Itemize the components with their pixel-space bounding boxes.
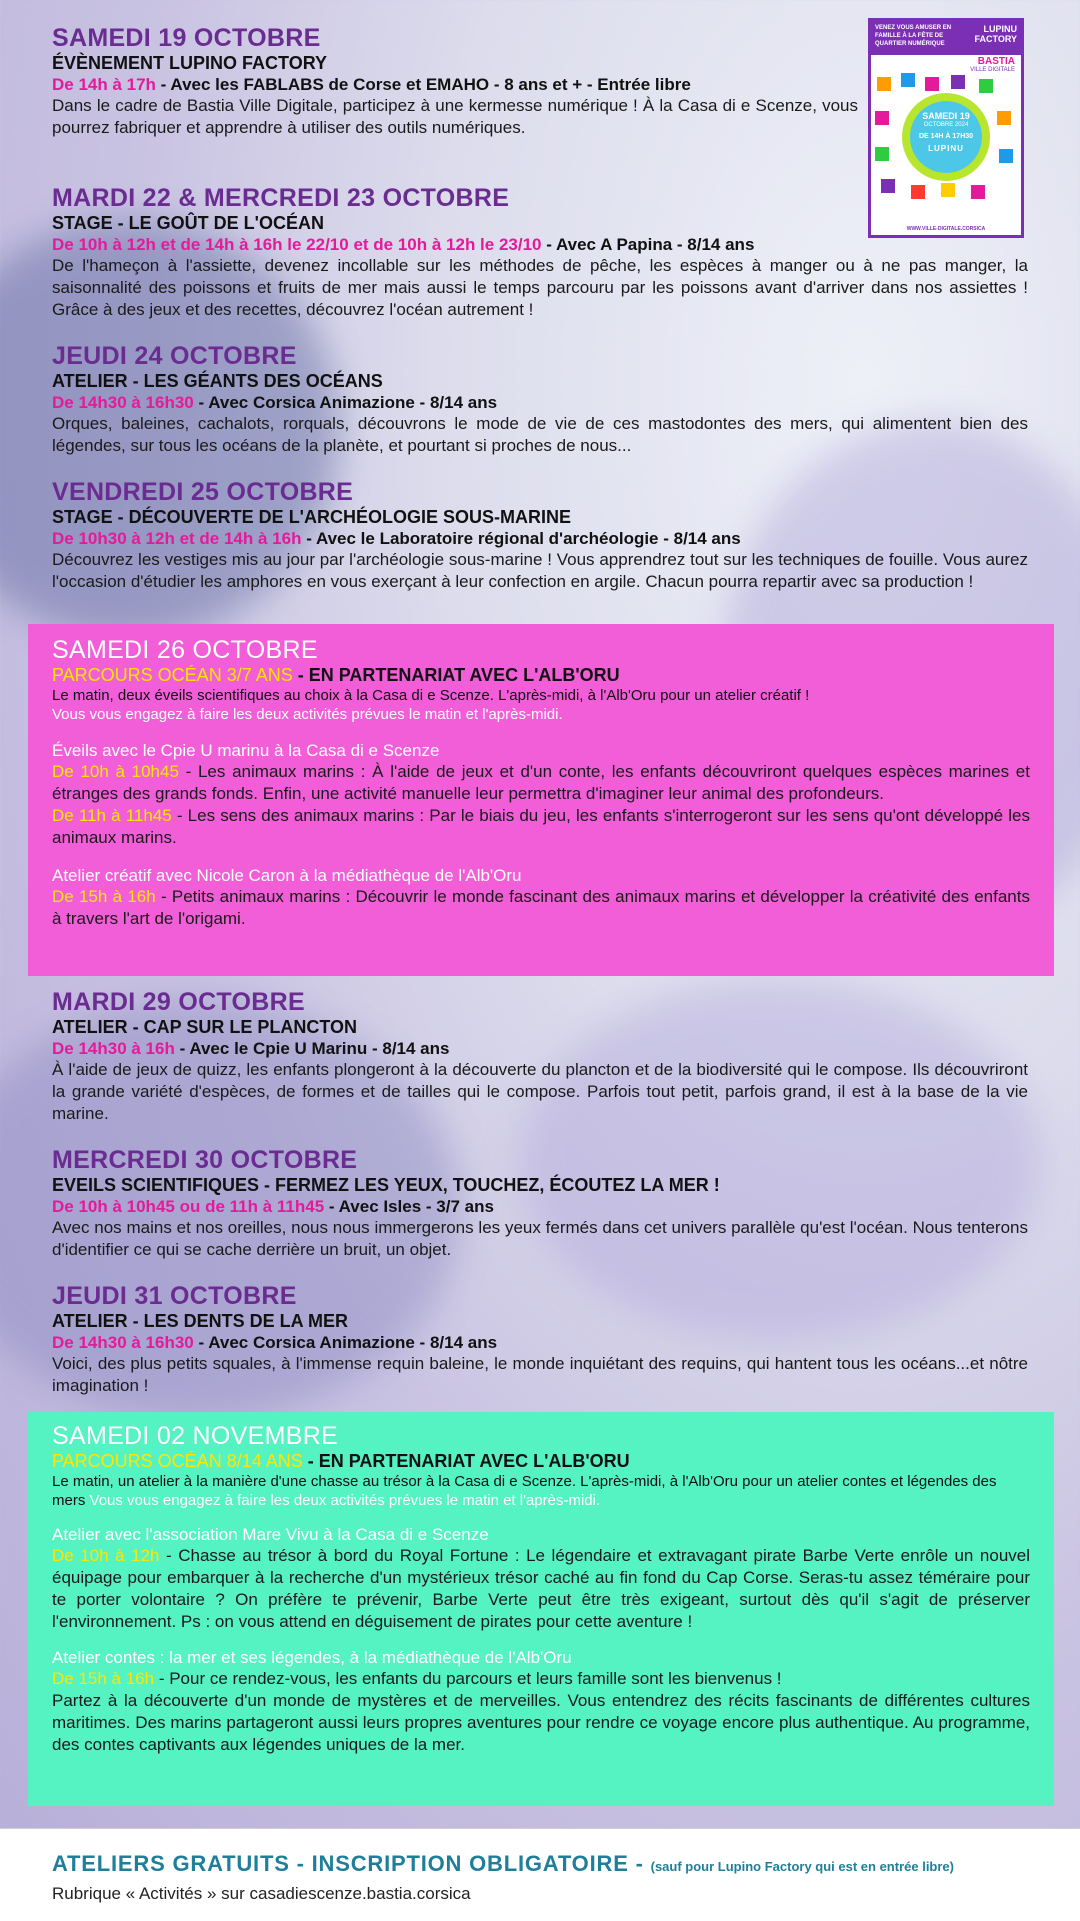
event-info: - Avec Isles - 3/7 ans (324, 1197, 494, 1216)
event-date: JEUDI 31 OCTOBRE (52, 1282, 297, 1310)
activity-text: - Chasse au trésor à bord du Royal Fortune : Le légendaire et extravagant pirate Barbe Verte enrôle un nouvel équipage pour embarquer à la recherche d'un mystérieux trésor caché au fin fond du Cap Corse. Seras-tu assez téméraire pour te porter volontaire ? On préfère te prévenir, Barbe Verte peut être très exigeant, surtout dès qu'il s'agit de préserver l'environnement. Ps : on vous attend en déguisement de pirates pour cette aventure ! (52, 1546, 1030, 1631)
poster-city-sub: VILLE DIGITALE (970, 67, 1015, 73)
activity-time: De 15h à 16h (52, 1669, 155, 1688)
poster-tile (925, 77, 939, 91)
activity (52, 805, 1030, 849)
box-intro-text: Le matin, un atelier à la manière d'une chasse au trésor à la Casa di e Scenze. L'après-midi, à l'Alb'Oru pour un atelier contes et légendes des mers (52, 1473, 997, 1509)
event-title: ATELIER - LES GÉANTS DES OCÉANS (52, 371, 383, 391)
activity-text: - Les animaux marins : À l'aide de jeux et d'un conte, les enfants découvriront quelques espèces marines et étranges des grands fonds. Enfin, une activité manuelle leur permettra d'imaginer leur animal des profondeurs. (52, 762, 1030, 803)
event-time: De 10h à 12h et de 14h à 16h le 22/10 et de 10h à 12h le 23/10 (52, 235, 542, 254)
event-info: - Avec Corsica Animazione - 8/14 ans (193, 393, 498, 412)
poster-url: WWW.VILLE-DIGITALE.CORSICA (906, 226, 986, 232)
footer-note: (sauf pour Lupino Factory qui est en entrée libre) (650, 1859, 954, 1874)
event-date: SAMEDI 19 OCTOBRE (52, 24, 321, 52)
event-title: ATELIER - CAP SUR LE PLANCTON (52, 1017, 358, 1037)
event-time: De 14h à 17h (52, 75, 156, 94)
poster-brand: LUPINU FACTORY (974, 24, 1017, 44)
partner-label: - EN PARTENARIAT AVEC L'ALB'ORU (292, 665, 620, 685)
footer-main-text: ATELIERS GRATUITS - INSCRIPTION OBLIGATOIRE - (52, 1851, 651, 1876)
event-meta (52, 392, 1028, 413)
event-title (52, 664, 1030, 686)
poster-date: SAMEDI 19 (922, 111, 970, 121)
highlight-box-nov02 (28, 1412, 1054, 1806)
activity-time: De 11h à 11h45 (52, 806, 172, 825)
activity-text: - Les sens des animaux marins : Par le biais du jeu, les enfants s'interrogeront sur les sens qu'ont développé les animaux marins. (52, 806, 1030, 847)
box-subheading: Atelier contes : la mer et ses légendes, à la médiathèque de l'Alb'Oru (52, 1648, 572, 1667)
box-intro: Le matin, deux éveils scientifiques au choix à la Casa di e Scenze. L'après-midi, à l'Alb'Oru pour un atelier créatif ! (52, 687, 810, 704)
event-date: MERCREDI 30 OCTOBRE (52, 1146, 358, 1174)
event-section (52, 1146, 1028, 1261)
event-description: De l'hameçon à l'assiette, devenez incollable sur les méthodes de pêche, les espèces à manger ou à ne pas manger, la saisonnalité des poissons et fruits de mer mais aussi le temps parcouru par les poissons avant d'arriver dans nos assiettes ! Grâce à des jeux et des recettes, découvrez l'océan autrement ! (52, 256, 1028, 319)
box-subheading: Éveils avec le Cpie U marinu à la Casa di e Scenze (52, 741, 440, 760)
footer (0, 1828, 1080, 1921)
event-description: Voici, des plus petits squales, à l'immense requin baleine, le monde inquiétant des requins, qui hantent tous les océans...et nôtre imagination ! (52, 1354, 1028, 1395)
event-description: Orques, baleines, cachalots, rorquals, découvrons le mode de vie de ces mastodontes des mers, qui alimentent bien des légendes, sur tous les océans de la planète, et pourtant si proches de nous... (52, 414, 1028, 455)
highlight-box-oct26 (28, 624, 1054, 976)
event-time: De 10h30 à 12h et de 14h à 16h (52, 529, 302, 548)
poster-city: BASTIA (977, 56, 1015, 67)
footer-headline (52, 1851, 954, 1877)
event-info: - Avec le Laboratoire régional d'archéologie - 8/14 ans (301, 529, 741, 548)
poster-hours: DE 14H À 17H30 (918, 133, 974, 140)
event-date: MARDI 29 OCTOBRE (52, 988, 305, 1016)
event-meta (52, 234, 1028, 255)
poster-name: LUPINU (928, 144, 964, 153)
activity (52, 1668, 1030, 1690)
event-date: JEUDI 24 OCTOBRE (52, 342, 297, 370)
event-meta (52, 74, 858, 95)
activity (52, 761, 1030, 805)
event-title: EVEILS SCIENTIFIQUES - FERMEZ LES YEUX, TOUCHEZ, ÉCOUTEZ LA MER ! (52, 1175, 720, 1195)
parcours-label: PARCOURS OCÉAN 8/14 ANS (52, 1451, 303, 1471)
event-section (52, 478, 1028, 593)
event-meta (52, 1332, 1028, 1353)
event-title: ÉVÈNEMENT LUPINO FACTORY (52, 53, 328, 73)
poster-tile (951, 75, 965, 89)
event-description: Dans le cadre de Bastia Ville Digitale, participez à une kermesse numérique ! À la Casa di e Scenze, vous pourrez fabriquer et apprendre à utiliser des outils numériques. (52, 96, 858, 137)
event-info: - Avec le Cpie U Marinu - 8/14 ans (174, 1039, 450, 1058)
event-date: SAMEDI 02 NOVEMBRE (52, 1422, 339, 1450)
box-subheading: Atelier avec l'association Mare Vivu à la Casa di e Scenze (52, 1525, 489, 1544)
partner-label: - EN PARTENARIAT AVEC L'ALB'ORU (302, 1451, 630, 1471)
event-info: - Avec les FABLABS de Corse et EMAHO - 8 ans et + - Entrée libre (155, 75, 691, 94)
parcours-label: PARCOURS OCÉAN 3/7 ANS (52, 665, 293, 685)
event-date: SAMEDI 26 OCTOBRE (52, 636, 318, 664)
activity (52, 1545, 1030, 1633)
box-subheading: Atelier créatif avec Nicole Caron à la médiathèque de l'Alb'Oru (52, 866, 522, 885)
poster-header: VENEZ VOUS AMUSER EN FAMILLE À LA FÊTE DE QUARTIER NUMÉRIQUE (875, 25, 952, 47)
poster-tile (979, 79, 993, 93)
activity-text: - Petits animaux marins : Découvrir le monde fascinant des animaux marins et développer la créativité des enfants à travers l'art de l'origami. (52, 887, 1030, 928)
activity-more: Partez à la découverte d'un monde de mystères et de merveilles. Vous entendrez des récits fascinants de différentes cultures maritimes. Des marins partageront aussi leurs propres aventures pour rendre ce voyage encore plus authentique. Au programme, des contes captivants aux légendes uniques de la mer. (52, 1691, 1030, 1754)
event-section (52, 184, 1028, 321)
poster-month: OCTOBRE 2024 (923, 122, 969, 128)
event-title (52, 1450, 1030, 1472)
event-title: STAGE - DÉCOUVERTE DE L'ARCHÉOLOGIE SOUS-MARINE (52, 507, 571, 527)
event-section (52, 24, 858, 139)
event-section (52, 342, 1028, 457)
activity (52, 886, 1030, 930)
event-time: De 10h à 10h45 ou de 11h à 11h45 (52, 1197, 325, 1216)
event-time: De 14h30 à 16h30 (52, 1333, 194, 1352)
event-date: MARDI 22 & MERCREDI 23 OCTOBRE (52, 184, 510, 212)
activity-time: De 10h à 12h (52, 1546, 160, 1565)
event-time: De 14h30 à 16h (52, 1039, 175, 1058)
footer-link-text: Rubrique « Activités » sur casadiescenze.bastia.corsica (52, 1884, 471, 1903)
event-description: Avec nos mains et nos oreilles, nous nous immergerons les yeux fermés dans cet univers parallèle qu'est l'océan. Nous tenterons d'identifier ce qui se cache derrière un bruit, un objet. (52, 1218, 1028, 1259)
event-title: STAGE - LE GOÛT DE L'OCÉAN (52, 213, 324, 233)
event-meta (52, 528, 1028, 549)
event-section (52, 988, 1028, 1125)
event-date: VENDREDI 25 OCTOBRE (52, 478, 354, 506)
activity-time: De 10h à 10h45 (52, 762, 179, 781)
box-intro (52, 1472, 1030, 1510)
event-meta (52, 1196, 1028, 1217)
activity-time: De 15h à 16h (52, 887, 156, 906)
event-time: De 14h30 à 16h30 (52, 393, 194, 412)
event-meta (52, 1038, 1028, 1059)
box-notice: Vous vous engagez à faire les deux activités prévues le matin et l'après-midi. (52, 706, 563, 723)
event-description: À l'aide de jeux de quizz, les enfants plongeront à la découverte du plancton et de la biodiversité qui le compose. Ils découvriront la grande variété d'espèces, de formes et de tailles qui le compose. Parfois tout petit, parfois grand, il est à la base de la vie marine. (52, 1060, 1028, 1123)
event-title: ATELIER - LES DENTS DE LA MER (52, 1311, 349, 1331)
poster-tile (901, 73, 915, 87)
box-notice: Vous vous engagez à faire les deux activités prévues le matin et l'après-midi. (85, 1492, 601, 1509)
event-section (52, 1282, 1028, 1397)
event-info: - Avec Corsica Animazione - 8/14 ans (193, 1333, 498, 1352)
event-description: Découvrez les vestiges mis au jour par l'archéologie sous-marine ! Vous apprendrez tout sur les techniques de fouille. Vous aurez l'occasion d'étudier les amphores en vous exerçant à leur confection en argile. Chacun pourra repartir avec sa production ! (52, 550, 1028, 591)
activity-text: - Pour ce rendez-vous, les enfants du parcours et leurs famille sont les bienvenus ! (154, 1669, 782, 1688)
event-info: - Avec A Papina - 8/14 ans (541, 235, 755, 254)
poster-tile (877, 77, 891, 91)
